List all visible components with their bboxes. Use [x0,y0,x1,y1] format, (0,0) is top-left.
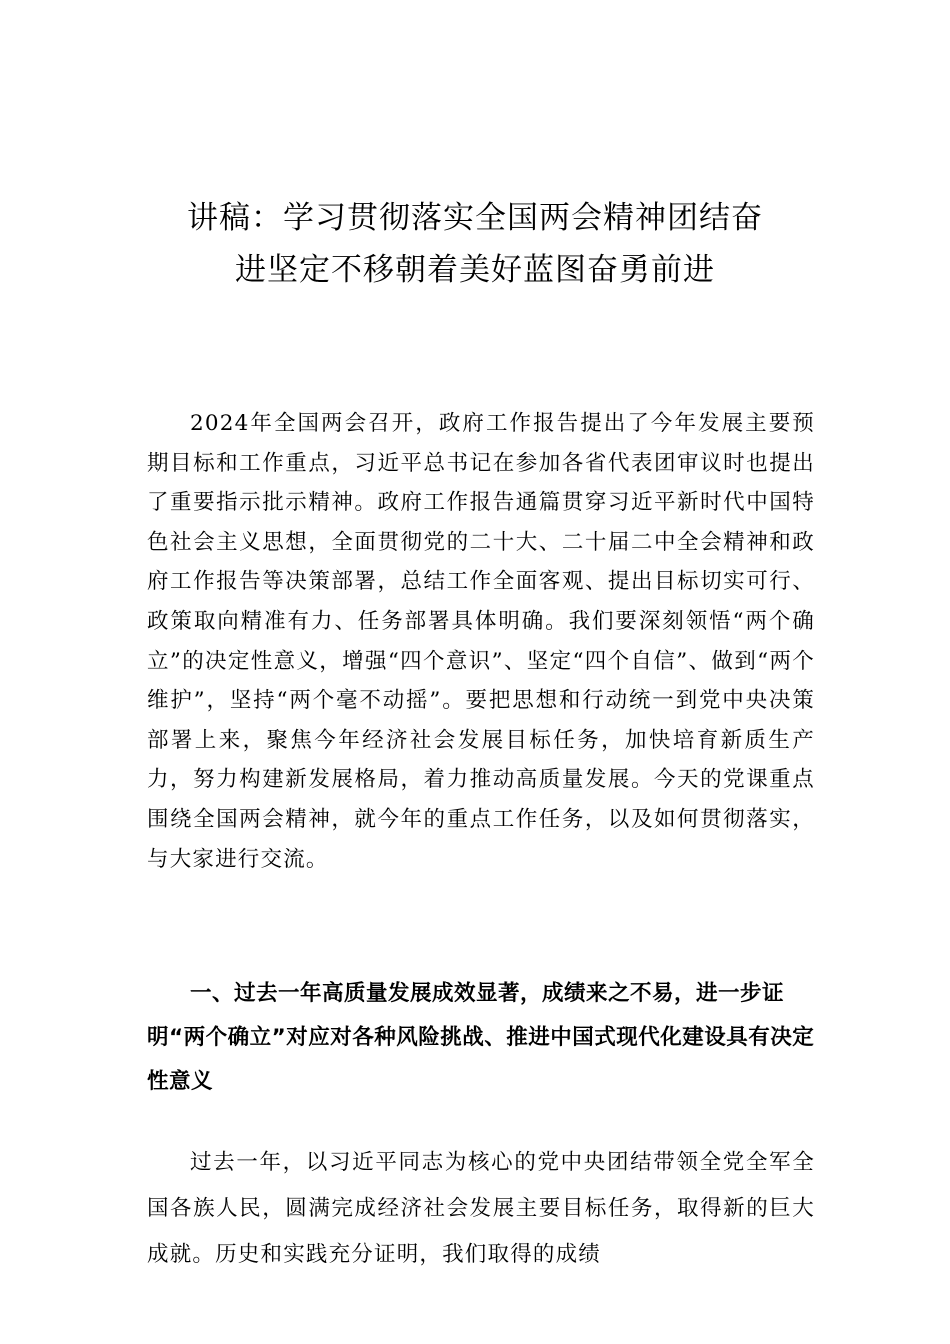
section-heading-1: 一、过去一年高质量发展成效显著，成绩来之不易，进一步证明“两个确立”对应对各种风险挑战、推进中国式现代化建设具有决定性意义 [147,981,815,1094]
title-line-2: 进坚定不移朝着美好蓝图奋勇前进 [235,252,715,288]
intro-paragraph: 2024年全国两会召开，政府工作报告提出了今年发展主要预期目标和工作重点，习近平总书记在参加各省代表团审议时也提出了重要指示批示精神。政府工作报告通篇贯穿习近平新时代中国特色社会主义思想，全面贯彻党的二十大、二十届二中全会精神和政府工作报告等决策部署，总结工作全面客观、提出目标切实可行、政策取向精准有力、任务部署具体明确。我们要深刻领悟“两个确立”的决定性意义，增强“四个意识”、坚定“四个自信”、做到“两个维护”，坚持“两个毫不动摇”。要把思想和行动统一到党中央决策部署上来，聚焦今年经济社会发展目标任务，加快培育新质生产力，努力构建新发展格局，着力推动高质量发展。今天的党课重点围绕全国两会精神，就今年的重点工作任务，以及如何贯彻落实，与大家进行交流。 [147,411,815,872]
title-line-1: 讲稿：学习贯彻落实全国两会精神团结奋 [187,200,763,236]
document-title [130,192,820,296]
section-1-paragraph: 过去一年，以习近平同志为核心的党中央团结带领全党全军全国各族人民，圆满完成经济社会发展主要目标任务，取得新的巨大成就。历史和实践充分证明，我们取得的成绩 [147,1150,815,1267]
